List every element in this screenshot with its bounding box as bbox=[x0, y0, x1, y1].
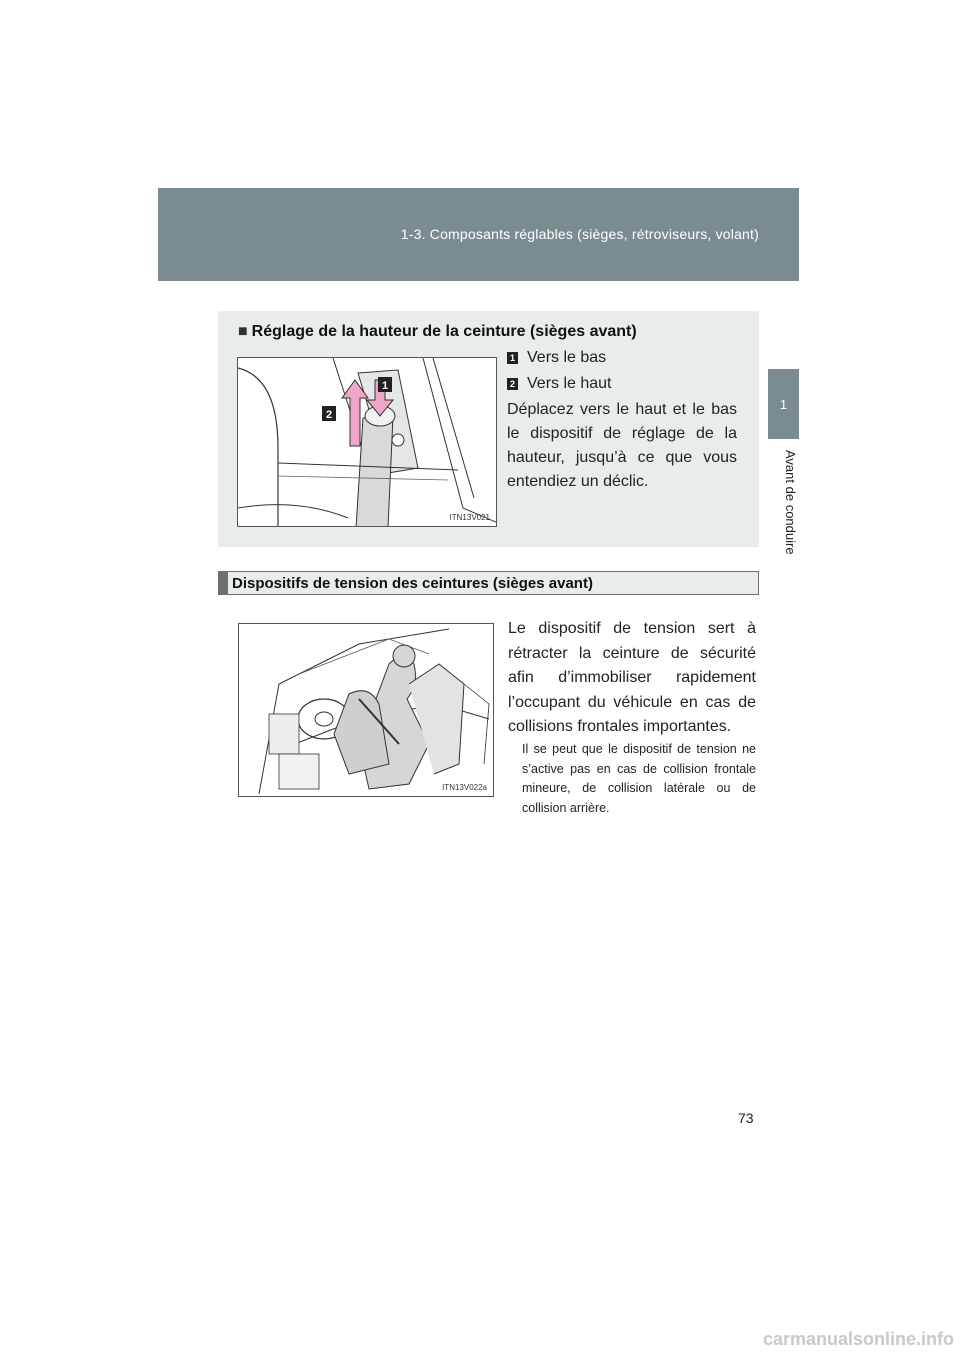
chapter-label: Avant de conduire bbox=[783, 450, 798, 555]
section-accent bbox=[219, 572, 228, 594]
step-up bbox=[507, 375, 612, 393]
square-bullet-icon: ■ bbox=[238, 323, 248, 340]
belt-height-illustration bbox=[237, 357, 497, 527]
step-text: Vers le bas bbox=[527, 349, 607, 366]
belt-adjuster-drawing bbox=[238, 358, 497, 527]
car-interior-drawing bbox=[239, 624, 494, 797]
illustration-label-1: 1 bbox=[381, 380, 389, 392]
illustration-code: ITN13V022a bbox=[442, 783, 487, 792]
section-title: Dispositifs de tension des ceintures (sièges avant) bbox=[232, 575, 593, 592]
pretensioner-illustration bbox=[238, 623, 494, 797]
section-paragraph: Le dispositif de tension sert à rétracter la ceinture de sécurité afin d’immobiliser rapidement l’occupant du véhicule en cas de collisions frontales importantes. bbox=[508, 620, 756, 735]
section-heading-bar bbox=[218, 571, 759, 595]
belt-height-panel bbox=[218, 311, 759, 547]
step-number: 1 bbox=[507, 352, 518, 364]
step-text: Vers le haut bbox=[527, 375, 612, 392]
step-number: 2 bbox=[507, 378, 518, 390]
illustration-code: ITN13V021 bbox=[449, 513, 490, 522]
step-down bbox=[507, 349, 606, 367]
page-number: 73 bbox=[738, 1110, 754, 1126]
header-bar bbox=[158, 188, 799, 281]
section-heading: 1-3. Composants réglables (sièges, rétroviseurs, volant) bbox=[400, 226, 759, 242]
illustration-label-2: 2 bbox=[325, 409, 333, 421]
panel-title: ■ Réglage de la hauteur de la ceinture (sièges avant) bbox=[238, 323, 637, 340]
watermark: carmanualsonline.info bbox=[762, 1329, 954, 1349]
chapter-tab: 1 bbox=[768, 369, 799, 439]
panel-paragraph: Déplacez vers le haut et le bas le dispositif de réglage de la hauteur, jusqu’à ce que vous entendiez un déclic. bbox=[507, 401, 737, 490]
section-note: Il se peut que le dispositif de tension ne s’active pas en cas de collision frontale mineure, de collision latérale ou de collision arrière. bbox=[522, 742, 756, 815]
